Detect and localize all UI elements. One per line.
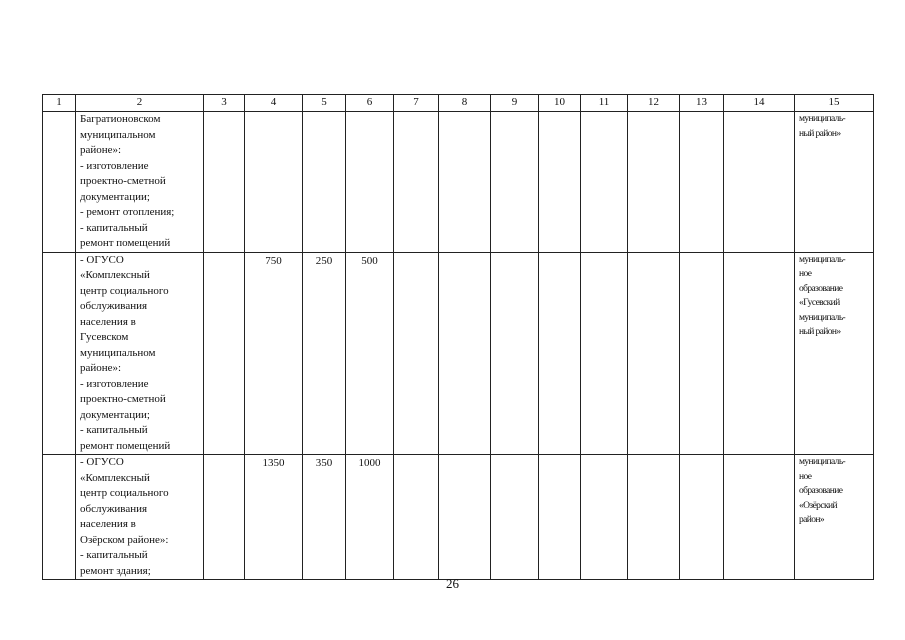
table-row bbox=[43, 252, 874, 455]
cell-col8 bbox=[439, 112, 491, 253]
amount-col4-cell: 750 bbox=[245, 252, 303, 455]
header-cell: 14 bbox=[724, 95, 795, 112]
cell-col12 bbox=[628, 455, 680, 580]
header-cell: 2 bbox=[76, 95, 204, 112]
cell-col9 bbox=[491, 455, 539, 580]
header-cell: 11 bbox=[581, 95, 628, 112]
header-cell: 15 bbox=[795, 95, 874, 112]
header-cell: 8 bbox=[439, 95, 491, 112]
cell-col3 bbox=[204, 252, 245, 455]
cell-col1 bbox=[43, 252, 76, 455]
municipality-cell: муниципаль- ное образование «Озёрский район» bbox=[795, 455, 874, 580]
cell-col13 bbox=[680, 112, 724, 253]
cell-col9 bbox=[491, 252, 539, 455]
header-cell: 4 bbox=[245, 95, 303, 112]
amount-col4-cell: 1350 bbox=[245, 455, 303, 580]
municipality-cell: муниципаль- ное образование «Гусевский муниципаль- ный район» bbox=[795, 252, 874, 455]
cell-col3 bbox=[204, 112, 245, 253]
header-cell: 3 bbox=[204, 95, 245, 112]
table-row bbox=[43, 112, 874, 253]
municipality-cell: муниципаль- ный район» bbox=[795, 112, 874, 253]
cell-col3 bbox=[204, 455, 245, 580]
cell-col7 bbox=[394, 455, 439, 580]
cell-col9 bbox=[491, 112, 539, 253]
cell-col8 bbox=[439, 455, 491, 580]
cell-col7 bbox=[394, 112, 439, 253]
amount-col4-cell bbox=[245, 112, 303, 253]
cell-col13 bbox=[680, 252, 724, 455]
cell-col14 bbox=[724, 112, 795, 253]
page-number: 26 bbox=[446, 576, 459, 591]
cell-col10 bbox=[539, 112, 581, 253]
amount-col6-cell bbox=[346, 112, 394, 253]
cell-col14 bbox=[724, 252, 795, 455]
amount-col5-cell bbox=[303, 112, 346, 253]
description-cell: - ОГУСО «Комплексный центр социального обслуживания населения в Озёрском районе»: - капитальный ремонт здания; bbox=[76, 455, 204, 580]
header-cell: 5 bbox=[303, 95, 346, 112]
header-cell: 13 bbox=[680, 95, 724, 112]
description-cell: Багратионовском муниципальном районе»: - изготовление проектно-сметной документации; - ремонт отопления; - капитальный ремонт помещений bbox=[76, 112, 204, 253]
cell-col13 bbox=[680, 455, 724, 580]
header-cell: 12 bbox=[628, 95, 680, 112]
cell-col10 bbox=[539, 252, 581, 455]
budget-table bbox=[42, 94, 874, 580]
cell-col7 bbox=[394, 252, 439, 455]
cell-col14 bbox=[724, 455, 795, 580]
header-cell: 1 bbox=[43, 95, 76, 112]
cell-col12 bbox=[628, 112, 680, 253]
cell-col11 bbox=[581, 455, 628, 580]
table-row bbox=[43, 455, 874, 580]
cell-col1 bbox=[43, 112, 76, 253]
cell-col1 bbox=[43, 455, 76, 580]
cell-col8 bbox=[439, 252, 491, 455]
header-cell: 6 bbox=[346, 95, 394, 112]
cell-col11 bbox=[581, 112, 628, 253]
table-header-row bbox=[43, 95, 874, 112]
header-cell: 7 bbox=[394, 95, 439, 112]
header-cell: 10 bbox=[539, 95, 581, 112]
amount-col5-cell: 250 bbox=[303, 252, 346, 455]
cell-col11 bbox=[581, 252, 628, 455]
amount-col5-cell: 350 bbox=[303, 455, 346, 580]
cell-col10 bbox=[539, 455, 581, 580]
amount-col6-cell: 500 bbox=[346, 252, 394, 455]
description-cell: - ОГУСО «Комплексный центр социального обслуживания населения в Гусевском муниципальном районе»: - изготовление проектно-сметной документации; - капитальный ремонт помещений bbox=[76, 252, 204, 455]
cell-col12 bbox=[628, 252, 680, 455]
amount-col6-cell: 1000 bbox=[346, 455, 394, 580]
header-cell: 9 bbox=[491, 95, 539, 112]
